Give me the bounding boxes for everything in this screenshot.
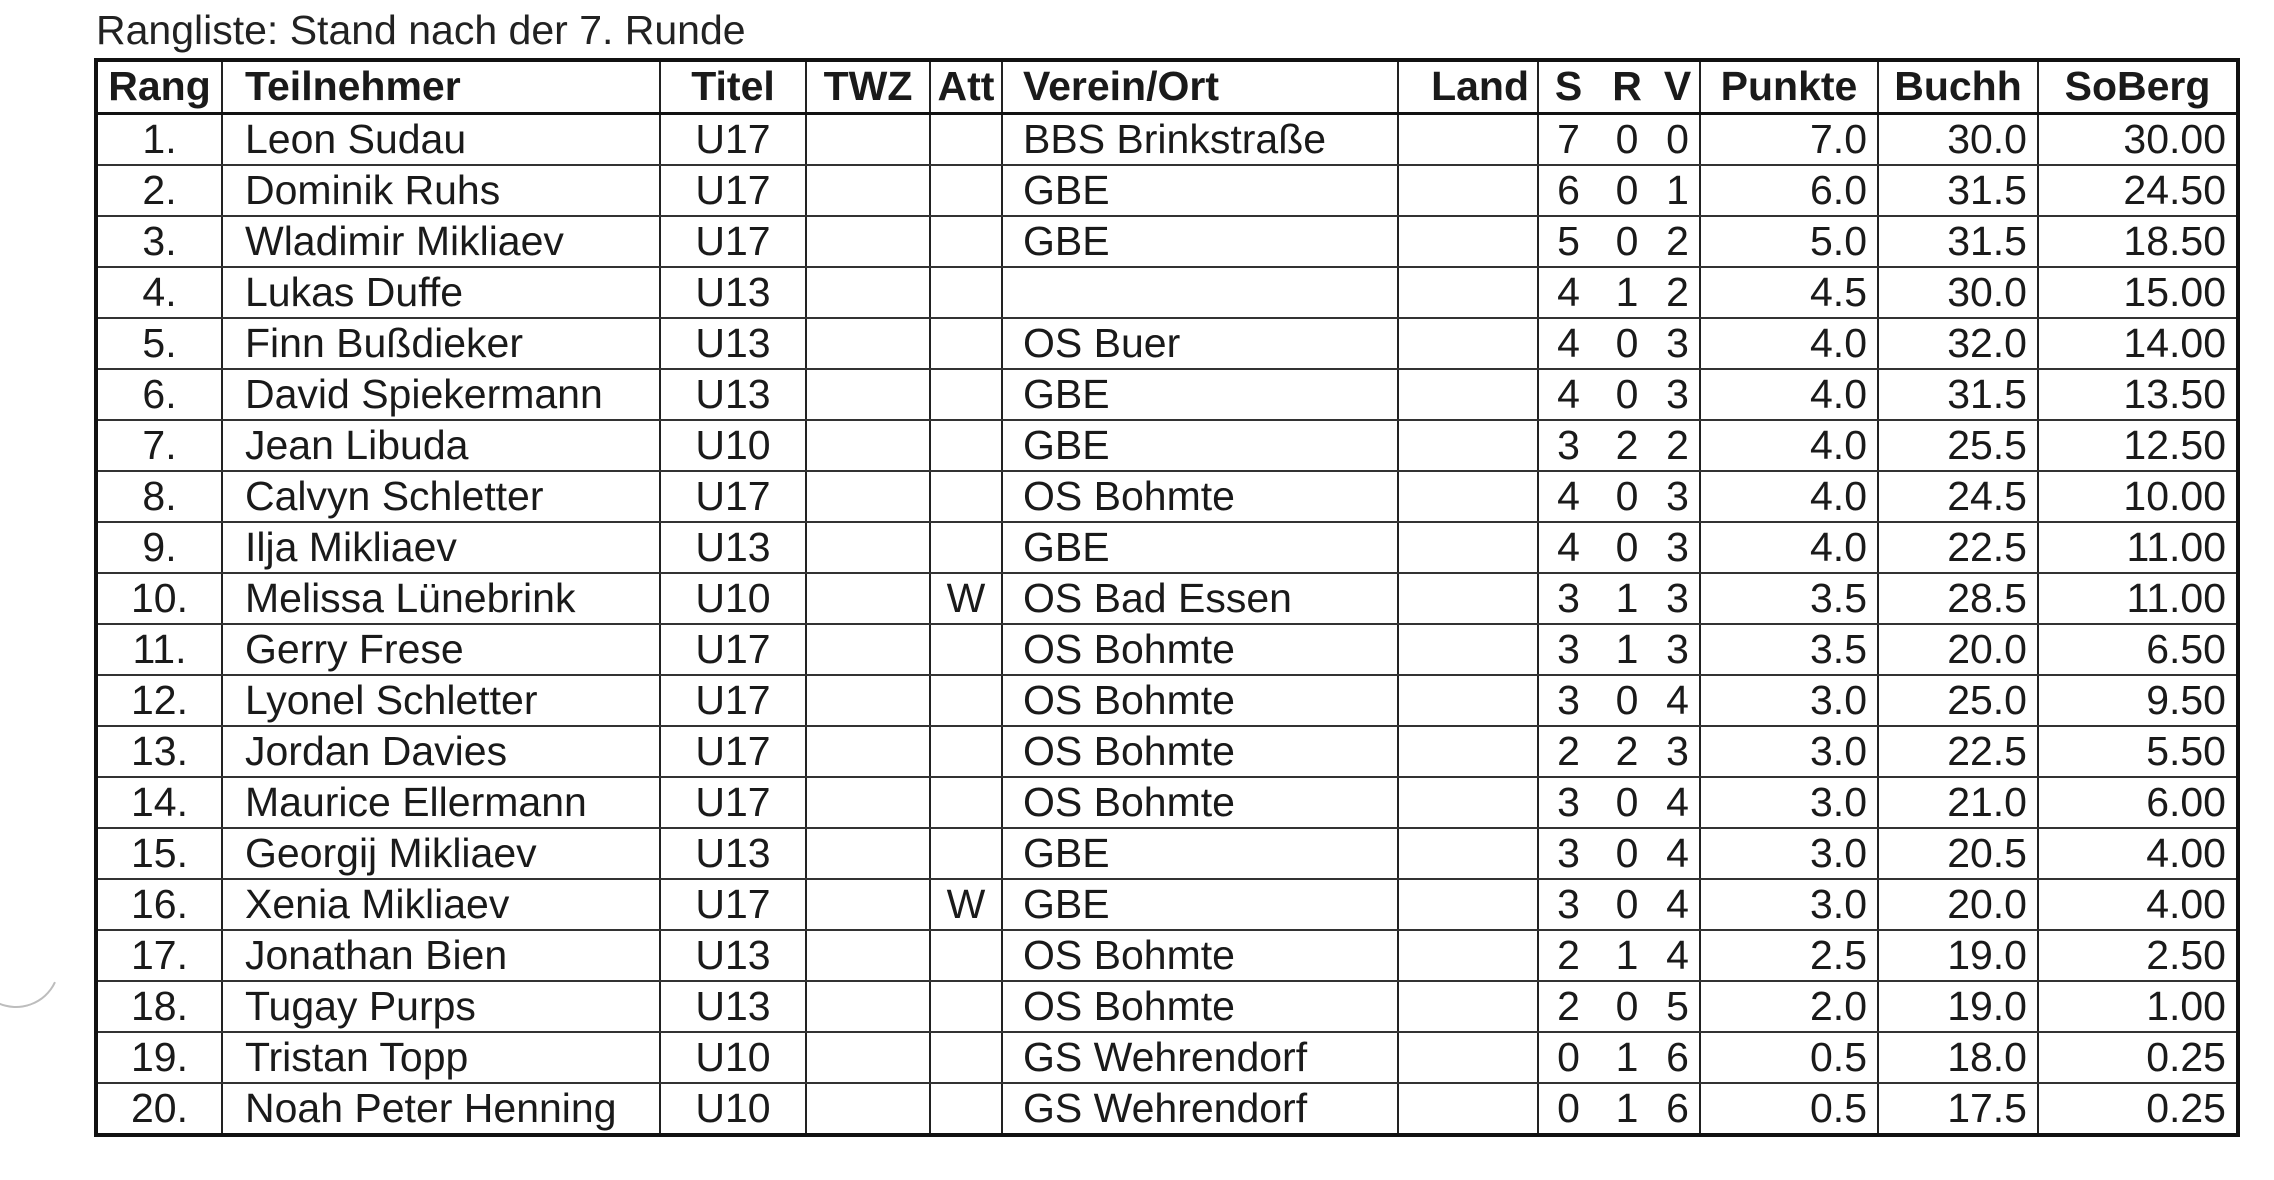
cell-buchh: 19.0 xyxy=(1878,930,2038,981)
cell-att xyxy=(930,267,1002,318)
cell-teilnehmer: Ilja Mikliaev xyxy=(222,522,660,573)
cell-buchh: 20.0 xyxy=(1878,624,2038,675)
cell-verein: OS Bohmte xyxy=(1002,624,1398,675)
table-row xyxy=(96,1083,2238,1135)
cell-rang: 3. xyxy=(96,216,222,267)
cell-verein: OS Bohmte xyxy=(1002,930,1398,981)
cell-rang: 13. xyxy=(96,726,222,777)
cell-buchh: 32.0 xyxy=(1878,318,2038,369)
cell-r: 0 xyxy=(1598,216,1656,267)
cell-soberg: 15.00 xyxy=(2038,267,2238,318)
cell-r: 0 xyxy=(1598,981,1656,1032)
table-row xyxy=(96,675,2238,726)
table-row xyxy=(96,573,2238,624)
cell-s: 4 xyxy=(1538,318,1598,369)
table-row xyxy=(96,1032,2238,1083)
cell-twz xyxy=(806,369,930,420)
cell-v: 2 xyxy=(1656,267,1700,318)
cell-att xyxy=(930,165,1002,216)
cell-verein: OS Bohmte xyxy=(1002,726,1398,777)
header-rang: Rang xyxy=(96,60,222,113)
cell-twz xyxy=(806,318,930,369)
cell-buchh: 21.0 xyxy=(1878,777,2038,828)
header-row xyxy=(96,60,2238,113)
page-title: Rangliste: Stand nach der 7. Runde xyxy=(96,7,746,53)
cell-rang: 10. xyxy=(96,573,222,624)
cell-twz xyxy=(806,981,930,1032)
cell-land xyxy=(1398,522,1538,573)
cell-r: 1 xyxy=(1598,573,1656,624)
table-row xyxy=(96,216,2238,267)
cell-titel: U17 xyxy=(660,675,806,726)
cell-s: 2 xyxy=(1538,930,1598,981)
cell-rang: 11. xyxy=(96,624,222,675)
cell-att xyxy=(930,522,1002,573)
cell-soberg: 1.00 xyxy=(2038,981,2238,1032)
cell-punkte: 4.5 xyxy=(1700,267,1878,318)
cell-buchh: 31.5 xyxy=(1878,216,2038,267)
header-titel: Titel xyxy=(660,60,806,113)
cell-verein: OS Bohmte xyxy=(1002,471,1398,522)
cell-titel: U17 xyxy=(660,216,806,267)
cell-land xyxy=(1398,1083,1538,1135)
cell-att xyxy=(930,113,1002,165)
cell-s: 0 xyxy=(1538,1032,1598,1083)
cell-buchh: 20.5 xyxy=(1878,828,2038,879)
cell-buchh: 19.0 xyxy=(1878,981,2038,1032)
cell-r: 0 xyxy=(1598,369,1656,420)
cell-punkte: 4.0 xyxy=(1700,369,1878,420)
cell-att xyxy=(930,930,1002,981)
cell-teilnehmer: David Spiekermann xyxy=(222,369,660,420)
table-row xyxy=(96,420,2238,471)
cell-verein: GBE xyxy=(1002,879,1398,930)
cell-land xyxy=(1398,420,1538,471)
cell-s: 3 xyxy=(1538,573,1598,624)
header-land: Land xyxy=(1398,60,1538,113)
cell-punkte: 3.0 xyxy=(1700,777,1878,828)
cell-v: 3 xyxy=(1656,522,1700,573)
cell-verein: GBE xyxy=(1002,522,1398,573)
cell-teilnehmer: Georgij Mikliaev xyxy=(222,828,660,879)
cell-s: 3 xyxy=(1538,420,1598,471)
cell-titel: U13 xyxy=(660,828,806,879)
cell-titel: U17 xyxy=(660,165,806,216)
cell-rang: 8. xyxy=(96,471,222,522)
table-row xyxy=(96,930,2238,981)
cell-r: 0 xyxy=(1598,879,1656,930)
cell-rang: 6. xyxy=(96,369,222,420)
table-row xyxy=(96,879,2238,930)
cell-v: 3 xyxy=(1656,471,1700,522)
cell-twz xyxy=(806,216,930,267)
cell-soberg: 5.50 xyxy=(2038,726,2238,777)
cell-teilnehmer: Dominik Ruhs xyxy=(222,165,660,216)
cell-titel: U13 xyxy=(660,930,806,981)
cell-twz xyxy=(806,522,930,573)
cell-s: 3 xyxy=(1538,828,1598,879)
table-row xyxy=(96,165,2238,216)
cell-teilnehmer: Noah Peter Henning xyxy=(222,1083,660,1135)
header-r: R xyxy=(1598,60,1656,113)
cell-att xyxy=(930,981,1002,1032)
cell-v: 3 xyxy=(1656,318,1700,369)
cell-v: 6 xyxy=(1656,1083,1700,1135)
cell-teilnehmer: Lyonel Schletter xyxy=(222,675,660,726)
cell-titel: U13 xyxy=(660,369,806,420)
cell-titel: U10 xyxy=(660,573,806,624)
cell-s: 2 xyxy=(1538,981,1598,1032)
cell-v: 2 xyxy=(1656,420,1700,471)
cell-buchh: 25.0 xyxy=(1878,675,2038,726)
cell-soberg: 6.00 xyxy=(2038,777,2238,828)
cell-r: 2 xyxy=(1598,420,1656,471)
cell-r: 1 xyxy=(1615,1084,1639,1131)
cell-r: 0 xyxy=(1598,522,1656,573)
cell-v: 1 xyxy=(1656,165,1700,216)
cell-rang: 4. xyxy=(96,267,222,318)
header-v: V xyxy=(1656,60,1700,113)
cell-soberg: 11.00 xyxy=(2038,522,2238,573)
cell-twz xyxy=(806,726,930,777)
cell-land xyxy=(1398,981,1538,1032)
cell-teilnehmer: Wladimir Mikliaev xyxy=(222,216,660,267)
cell-s: 4 xyxy=(1538,471,1598,522)
cell-buchh: 31.5 xyxy=(1878,369,2038,420)
cell-punkte: 4.0 xyxy=(1700,522,1878,573)
cell-rang: 15. xyxy=(96,828,222,879)
cell-soberg: 4.00 xyxy=(2038,828,2238,879)
cell-teilnehmer: Lukas Duffe xyxy=(222,267,660,318)
cell-rang: 2. xyxy=(96,165,222,216)
cell-r: 2 xyxy=(1598,726,1656,777)
cell-att xyxy=(930,1083,1002,1135)
cell-r: 1 xyxy=(1598,930,1656,981)
cell-soberg: 2.50 xyxy=(2038,930,2238,981)
cell-punkte: 7.0 xyxy=(1700,113,1878,165)
ranking-rows xyxy=(96,113,2238,1135)
cell-att xyxy=(930,216,1002,267)
cell-soberg: 10.00 xyxy=(2038,471,2238,522)
cell-punkte: 3.5 xyxy=(1700,573,1878,624)
cell-r: 0 xyxy=(1598,828,1656,879)
cell-twz xyxy=(806,573,930,624)
cell-buchh: 20.0 xyxy=(1878,879,2038,930)
cell-punkte: 0.5 xyxy=(1700,1032,1878,1083)
cell-soberg: 13.50 xyxy=(2038,369,2238,420)
cell-s: 3 xyxy=(1538,624,1598,675)
cell-s: 5 xyxy=(1538,216,1598,267)
cell-twz xyxy=(806,930,930,981)
cell-teilnehmer: Jonathan Bien xyxy=(222,930,660,981)
cell-v: 5 xyxy=(1656,981,1700,1032)
cell-titel: U17 xyxy=(660,726,806,777)
cell-rang: 18. xyxy=(96,981,222,1032)
cell-att: W xyxy=(930,573,1002,624)
header-teilnehmer: Teilnehmer xyxy=(222,60,660,113)
cell-punkte: 3.5 xyxy=(1700,624,1878,675)
cell-verein: GS Wehrendorf xyxy=(1002,1083,1398,1135)
cell-titel: U17 xyxy=(660,113,806,165)
table-row xyxy=(96,981,2238,1032)
cell-s: 3 xyxy=(1538,675,1598,726)
header-soberg: SoBerg xyxy=(2038,60,2238,113)
cell-teilnehmer: Melissa Lünebrink xyxy=(222,573,660,624)
cell-verein: GBE xyxy=(1002,165,1398,216)
cell-land xyxy=(1398,879,1538,930)
table-row xyxy=(96,471,2238,522)
cell-r: 0 xyxy=(1598,165,1656,216)
cell-r: 0 xyxy=(1598,777,1656,828)
cell-rang: 12. xyxy=(96,675,222,726)
cell-land xyxy=(1398,624,1538,675)
cell-teilnehmer: Gerry Frese xyxy=(222,624,660,675)
cell-s: 6 xyxy=(1538,165,1598,216)
cell-punkte: 6.0 xyxy=(1700,165,1878,216)
cell-land xyxy=(1398,318,1538,369)
cell-twz xyxy=(806,471,930,522)
cell-land xyxy=(1398,369,1538,420)
cell-buchh: 30.0 xyxy=(1878,113,2038,165)
cell-punkte: 4.0 xyxy=(1700,420,1878,471)
cell-rang: 19. xyxy=(96,1032,222,1083)
cell-att xyxy=(930,1032,1002,1083)
cell-rang: 9. xyxy=(96,522,222,573)
cell-punkte: 3.0 xyxy=(1700,726,1878,777)
cell-titel: U13 xyxy=(660,318,806,369)
cell-v: 3 xyxy=(1656,369,1700,420)
cell-soberg: 11.00 xyxy=(2038,573,2238,624)
cell-r: 0 xyxy=(1598,675,1656,726)
cell-buchh: 17.5 xyxy=(1878,1083,2038,1135)
cell-land xyxy=(1398,777,1538,828)
cell-v: 4 xyxy=(1656,675,1700,726)
cell-buchh: 28.5 xyxy=(1878,573,2038,624)
cell-land xyxy=(1398,113,1538,165)
table-row xyxy=(96,369,2238,420)
cell-twz xyxy=(806,675,930,726)
cell-soberg: 4.00 xyxy=(2038,879,2238,930)
cell-r: 0 xyxy=(1598,471,1656,522)
table-row xyxy=(96,624,2238,675)
cell-punkte: 3.0 xyxy=(1700,879,1878,930)
cell-soberg: 30.00 xyxy=(2038,113,2238,165)
cell-att: W xyxy=(930,879,1002,930)
cell-titel: U17 xyxy=(660,879,806,930)
cell-titel: U17 xyxy=(660,624,806,675)
cell-buchh: 18.0 xyxy=(1878,1032,2038,1083)
cell-s: 3 xyxy=(1538,879,1598,930)
cell-rang: 14. xyxy=(96,777,222,828)
cell-verein xyxy=(1002,267,1398,318)
cell-s: 4 xyxy=(1538,522,1598,573)
cell-v: 4 xyxy=(1656,930,1700,981)
cell-verein: GS Wehrendorf xyxy=(1002,1032,1398,1083)
cell-punkte: 3.0 xyxy=(1700,675,1878,726)
cell-v: 0 xyxy=(1656,113,1700,165)
cell-v: 2 xyxy=(1656,216,1700,267)
cell-titel: U10 xyxy=(660,1083,806,1135)
cell-att xyxy=(930,624,1002,675)
cell-punkte: 0.5 xyxy=(1700,1083,1878,1135)
cell-rang: 7. xyxy=(96,420,222,471)
header-twz: TWZ xyxy=(806,60,930,113)
cell-buchh: 25.5 xyxy=(1878,420,2038,471)
cell-land xyxy=(1398,1032,1538,1083)
cell-buchh: 30.0 xyxy=(1878,267,2038,318)
cell-punkte: 4.0 xyxy=(1700,471,1878,522)
cell-twz xyxy=(806,828,930,879)
ranking-table xyxy=(94,58,2240,1137)
cell-soberg: 9.50 xyxy=(2038,675,2238,726)
cell-land xyxy=(1398,726,1538,777)
cell-s: 7 xyxy=(1538,113,1598,165)
cell-rang: 5. xyxy=(96,318,222,369)
cell-punkte: 5.0 xyxy=(1700,216,1878,267)
cell-verein: OS Bad Essen xyxy=(1002,573,1398,624)
cell-s: 4 xyxy=(1538,267,1598,318)
cell-twz xyxy=(806,1083,930,1135)
cell-twz xyxy=(806,267,930,318)
cell-soberg: 18.50 xyxy=(2038,216,2238,267)
cell-punkte: 2.0 xyxy=(1700,981,1878,1032)
cell-v: 3 xyxy=(1656,573,1700,624)
cell-verein: OS Bohmte xyxy=(1002,777,1398,828)
cell-att xyxy=(930,777,1002,828)
cell-s: 3 xyxy=(1538,777,1598,828)
table-row xyxy=(96,828,2238,879)
cell-r: 0 xyxy=(1598,113,1656,165)
cell-att xyxy=(930,471,1002,522)
cell-buchh: 22.5 xyxy=(1878,726,2038,777)
scan-artifact xyxy=(0,908,72,1021)
cell-land xyxy=(1398,216,1538,267)
cell-soberg: 0.25 xyxy=(2038,1083,2238,1135)
header-punkte: Punkte xyxy=(1700,60,1878,113)
cell-twz xyxy=(806,420,930,471)
cell-v: 3 xyxy=(1656,726,1700,777)
cell-teilnehmer: Leon Sudau xyxy=(222,113,660,165)
cell-teilnehmer: Maurice Ellermann xyxy=(222,777,660,828)
cell-rang: 20. xyxy=(96,1083,222,1135)
cell-titel: U13 xyxy=(660,267,806,318)
cell-buchh: 22.5 xyxy=(1878,522,2038,573)
cell-punkte: 3.0 xyxy=(1700,828,1878,879)
cell-att xyxy=(930,726,1002,777)
cell-soberg: 14.00 xyxy=(2038,318,2238,369)
cell-soberg: 12.50 xyxy=(2038,420,2238,471)
cell-teilnehmer: Jordan Davies xyxy=(222,726,660,777)
cell-land xyxy=(1398,828,1538,879)
cell-land xyxy=(1398,471,1538,522)
cell-verein: BBS Brinkstraße xyxy=(1002,113,1398,165)
cell-titel: U17 xyxy=(660,777,806,828)
cell-v: 4 xyxy=(1656,879,1700,930)
cell-rang: 17. xyxy=(96,930,222,981)
cell-teilnehmer: Xenia Mikliaev xyxy=(222,879,660,930)
cell-buchh: 24.5 xyxy=(1878,471,2038,522)
cell-verein: OS Buer xyxy=(1002,318,1398,369)
cell-twz xyxy=(806,624,930,675)
header-buchh: Buchh xyxy=(1878,60,2038,113)
cell-v: 3 xyxy=(1656,624,1700,675)
cell-twz xyxy=(806,879,930,930)
cell-titel: U10 xyxy=(660,1032,806,1083)
cell-s: 0 xyxy=(1538,1083,1598,1135)
cell-punkte: 4.0 xyxy=(1700,318,1878,369)
cell-titel: U17 xyxy=(660,471,806,522)
cell-twz xyxy=(806,777,930,828)
cell-rang: 16. xyxy=(96,879,222,930)
cell-att xyxy=(930,318,1002,369)
cell-v: 6 xyxy=(1656,1032,1700,1083)
cell-teilnehmer: Finn Bußdieker xyxy=(222,318,660,369)
cell-twz xyxy=(806,1032,930,1083)
cell-v: 4 xyxy=(1656,777,1700,828)
cell-r: 1 xyxy=(1598,267,1656,318)
cell-teilnehmer: Calvyn Schletter xyxy=(222,471,660,522)
cell-verein: GBE xyxy=(1002,369,1398,420)
table-row xyxy=(96,777,2238,828)
cell-twz xyxy=(806,165,930,216)
cell-rang: 1. xyxy=(96,113,222,165)
cell-punkte: 2.5 xyxy=(1700,930,1878,981)
cell-verein: OS Bohmte xyxy=(1002,981,1398,1032)
cell-land xyxy=(1398,573,1538,624)
cell-soberg: 24.50 xyxy=(2038,165,2238,216)
cell-land xyxy=(1398,930,1538,981)
table-row xyxy=(96,522,2238,573)
cell-verein: GBE xyxy=(1002,216,1398,267)
table-row xyxy=(96,267,2238,318)
cell-v: 4 xyxy=(1656,828,1700,879)
cell-titel: U10 xyxy=(660,420,806,471)
cell-teilnehmer: Jean Libuda xyxy=(222,420,660,471)
header-att: Att xyxy=(930,60,1002,113)
cell-verein: OS Bohmte xyxy=(1002,675,1398,726)
cell-buchh: 31.5 xyxy=(1878,165,2038,216)
cell-teilnehmer: Tristan Topp xyxy=(222,1032,660,1083)
cell-soberg: 6.50 xyxy=(2038,624,2238,675)
cell-verein: GBE xyxy=(1002,420,1398,471)
cell-att xyxy=(930,675,1002,726)
table-row xyxy=(96,318,2238,369)
cell-teilnehmer: Tugay Purps xyxy=(222,981,660,1032)
cell-att xyxy=(930,828,1002,879)
table-row xyxy=(96,726,2238,777)
table-row xyxy=(96,113,2238,165)
cell-r: 1 xyxy=(1598,1032,1656,1083)
cell-twz xyxy=(806,113,930,165)
cell-soberg: 0.25 xyxy=(2038,1032,2238,1083)
cell-r: 0 xyxy=(1598,318,1656,369)
cell-r: 1 xyxy=(1598,624,1656,675)
cell-verein: GBE xyxy=(1002,828,1398,879)
cell-titel: U13 xyxy=(660,981,806,1032)
header-verein: Verein/Ort xyxy=(1002,60,1398,113)
header-s: S xyxy=(1538,60,1598,113)
cell-s: 2 xyxy=(1538,726,1598,777)
cell-land xyxy=(1398,675,1538,726)
cell-s: 4 xyxy=(1538,369,1598,420)
cell-titel: U13 xyxy=(660,522,806,573)
cell-att xyxy=(930,369,1002,420)
cell-att xyxy=(930,420,1002,471)
cell-land xyxy=(1398,165,1538,216)
cell-land xyxy=(1398,267,1538,318)
